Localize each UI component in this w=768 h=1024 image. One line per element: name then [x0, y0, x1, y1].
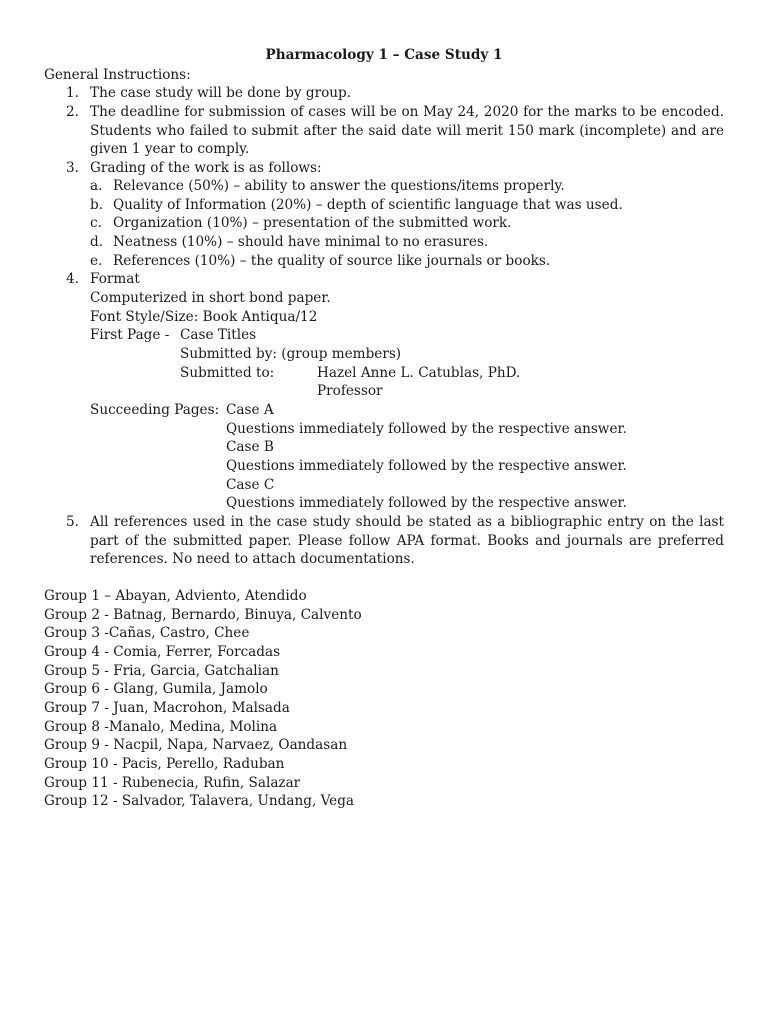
group-entry: Group 8 -Manalo, Medina, Molina	[44, 719, 278, 735]
item-number: 1.	[66, 85, 79, 101]
group-entry: Group 5 - Fria, Garcia, Gatchalian	[44, 663, 279, 679]
grading-letter: b.	[90, 197, 104, 213]
format-paper: Computerized in short bond paper.	[90, 290, 331, 306]
group-entry: Group 7 - Juan, Macrohon, Malsada	[44, 700, 290, 716]
general-instructions-heading: General Instructions:	[44, 67, 191, 83]
item-number: 3.	[66, 160, 79, 176]
group-entry: Group 4 - Comia, Ferrer, Forcadas	[44, 644, 281, 660]
item-text: The case study will be done by group.	[90, 85, 352, 101]
group-entry: Group 10 - Pacis, Perello, Raduban	[44, 756, 285, 772]
submitted-by: Submitted by: (group members)	[180, 346, 402, 362]
case-c-questions: Questions immediately followed by the respective answer.	[226, 495, 627, 511]
grading-letter: a.	[90, 178, 103, 194]
document-title: Pharmacology 1 – Case Study 1	[265, 47, 503, 63]
first-page-label: First Page -	[90, 327, 170, 343]
group-entry: Group 11 - Rubenecia, Rufin, Salazar	[44, 775, 301, 791]
item-text: All references used in the case study should be stated as a bibliographic entry on the last part of the submitted paper. Please follow APA format. Books and journals are preferred references. No need to attach documentations.	[90, 514, 724, 568]
case-b-questions: Questions immediately followed by the respective answer.	[226, 458, 627, 474]
group-entry: Group 2 - Batnag, Bernardo, Binuya, Calvento	[44, 607, 362, 623]
group-entry: Group 6 - Glang, Gumila, Jamolo	[44, 681, 268, 697]
case-titles: Case Titles	[180, 327, 257, 343]
grading-text: Relevance (50%) – ability to answer the questions/items properly.	[113, 178, 565, 194]
professor-name: Hazel Anne L. Catublas, PhD.	[317, 365, 521, 381]
item-text: Format	[90, 271, 140, 287]
item-text: The deadline for submission of cases will be on May 24, 2020 for the marks to be encoded. Students who failed to submit after the said date will merit 150 mark (incomplete) and are given 1 year to comply.	[90, 104, 724, 158]
grading-letter: c.	[90, 215, 102, 231]
grading-text: Neatness (10%) – should have minimal to no erasures.	[113, 234, 489, 250]
professor-title: Professor	[317, 383, 383, 399]
item-number: 4.	[66, 271, 79, 287]
succeeding-pages-label: Succeeding Pages:	[90, 402, 220, 418]
grading-text: Quality of Information (20%) – depth of scientific language that was used.	[113, 197, 623, 213]
format-font: Font Style/Size: Book Antiqua/12	[90, 309, 318, 325]
group-entry: Group 1 – Abayan, Adviento, Atendido	[44, 588, 307, 604]
item-number: 5.	[66, 514, 79, 530]
case-b: Case B	[226, 439, 274, 455]
group-entry: Group 9 - Nacpil, Napa, Narvaez, Oandasan	[44, 737, 348, 753]
case-c: Case C	[226, 477, 275, 493]
grading-text: Organization (10%) – presentation of the submitted work.	[113, 215, 512, 231]
item-number: 2.	[66, 104, 79, 120]
group-entry: Group 3 -Cañas, Castro, Chee	[44, 625, 250, 641]
item-text: Grading of the work is as follows:	[90, 160, 322, 176]
case-a: Case A	[226, 402, 274, 418]
grading-letter: e.	[90, 253, 103, 269]
submitted-to-label: Submitted to:	[180, 365, 275, 381]
case-a-questions: Questions immediately followed by the respective answer.	[226, 421, 627, 437]
grading-letter: d.	[90, 234, 104, 250]
group-entry: Group 12 - Salvador, Talavera, Undang, Vega	[44, 793, 355, 809]
grading-text: References (10%) – the quality of source like journals or books.	[113, 253, 551, 269]
